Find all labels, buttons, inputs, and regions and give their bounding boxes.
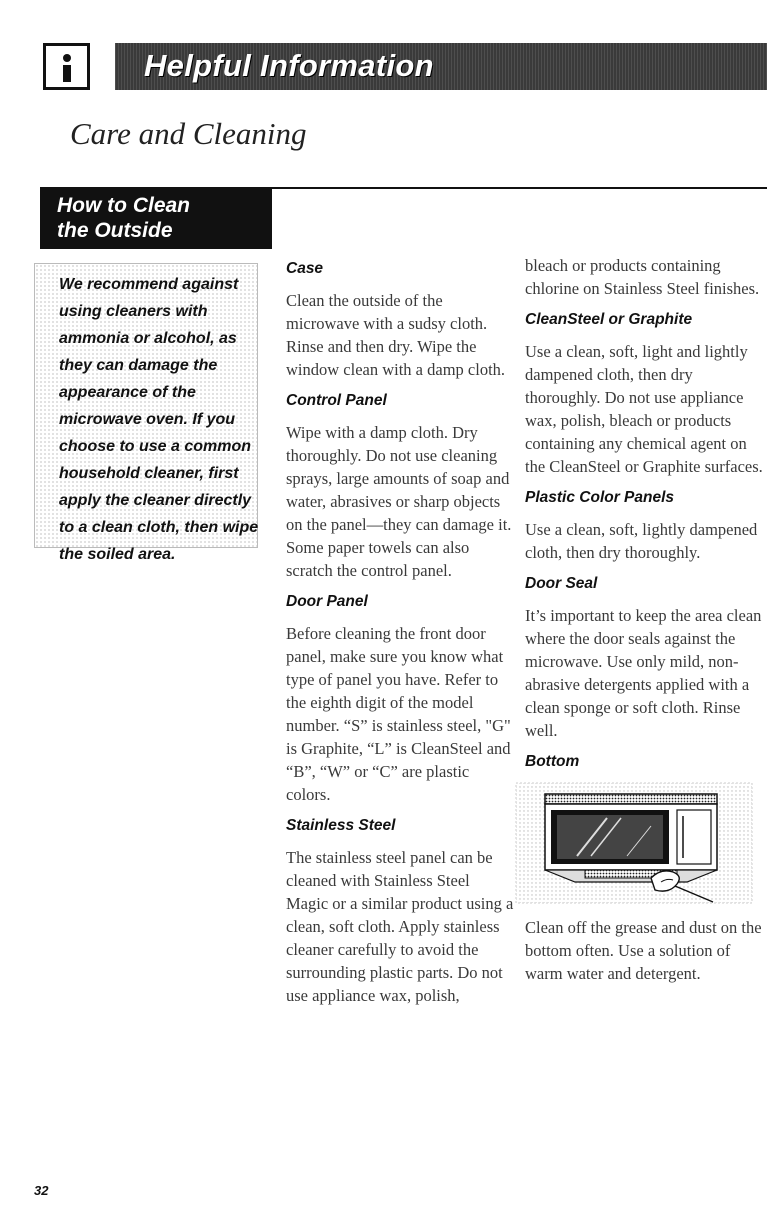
cleansteel-text: Use a clean, soft, light and lightly dampened cloth, then dry thoroughly. Do not use appliance wax, polish, bleach or products containing any chemical agent on the CleanSteel or Graphite surfaces.: [525, 342, 763, 476]
howto-title-line2: the Outside: [57, 219, 173, 242]
content-column-1: [286, 254, 516, 1017]
stainless-steel-text: The stainless steel panel can be cleaned with Stainless Steel Magic or a similar product using a clean, soft cloth. Apply stainless cleaner carefully to avoid the surrounding plastic parts. Do not use appliance wax, polish,: [286, 848, 514, 1005]
info-icon-dot: [63, 54, 71, 62]
info-icon-bar: [63, 65, 71, 82]
content-column-2: [525, 254, 765, 995]
plastic-panels-heading: Plastic Color Panels: [525, 489, 675, 506]
bottom-text: Clean off the grease and dust on the bottom often. Use a solution of warm water and detergent.: [525, 918, 762, 983]
door-panel-text: Before cleaning the front door panel, make sure you know what type of panel you have. Refer to the eighth digit of the model number. “S” is stainless steel, "G" is Graphite, “L” is CleanSteel and “B”, “W” or “C” are plastic colors.: [286, 624, 511, 804]
warning-text: We recommend against using cleaners with ammonia or alcohol, as they can damage the appearance of the microwave oven. If you choose to use a common household cleaner, first apply the cleaner directly to a clean cloth, then wipe the soiled area.: [59, 276, 259, 563]
microwave-illustration: [515, 782, 753, 904]
stainless-steel-heading: Stainless Steel: [286, 817, 396, 834]
door-panel-heading: Door Panel: [286, 593, 368, 610]
control-panel-heading: Control Panel: [286, 392, 387, 409]
case-heading: Case: [286, 260, 324, 277]
howto-title-line1: How to Clean: [57, 194, 191, 217]
bottom-heading: Bottom: [525, 753, 580, 770]
info-icon: [43, 43, 90, 90]
door-seal-text: It’s important to keep the area clean where the door seals against the microwave. Use only mild, non-abrasive detergents applied with a clean sponge or soft cloth. Rinse well.: [525, 606, 762, 740]
door-seal-heading: Door Seal: [525, 575, 598, 592]
page-number: 32: [34, 1183, 49, 1198]
header-banner: [115, 43, 767, 90]
warning-box: [34, 263, 259, 563]
howto-title: [57, 193, 267, 243]
control-panel-text: Wipe with a damp cloth. Dry thoroughly. Do not use cleaning sprays, large amounts of soap and water, abrasives or sharp objects on the panel—they can damage it. Some paper towels can also scratch the control panel.: [286, 423, 512, 580]
case-text: Clean the outside of the microwave with a sudsy cloth. Rinse and then dry. Wipe the window clean with a damp cloth.: [286, 291, 506, 379]
section-title: Care and Cleaning: [70, 116, 307, 151]
banner-title: Helpful Information: [144, 48, 434, 83]
stainless-steel-text-cont: bleach or products containing chlorine on Stainless Steel finishes.: [525, 256, 760, 298]
cleansteel-heading: CleanSteel or Graphite: [525, 311, 693, 328]
howto-title-block: [40, 187, 272, 249]
plastic-panels-text: Use a clean, soft, lightly dampened cloth, then dry thoroughly.: [525, 520, 758, 562]
